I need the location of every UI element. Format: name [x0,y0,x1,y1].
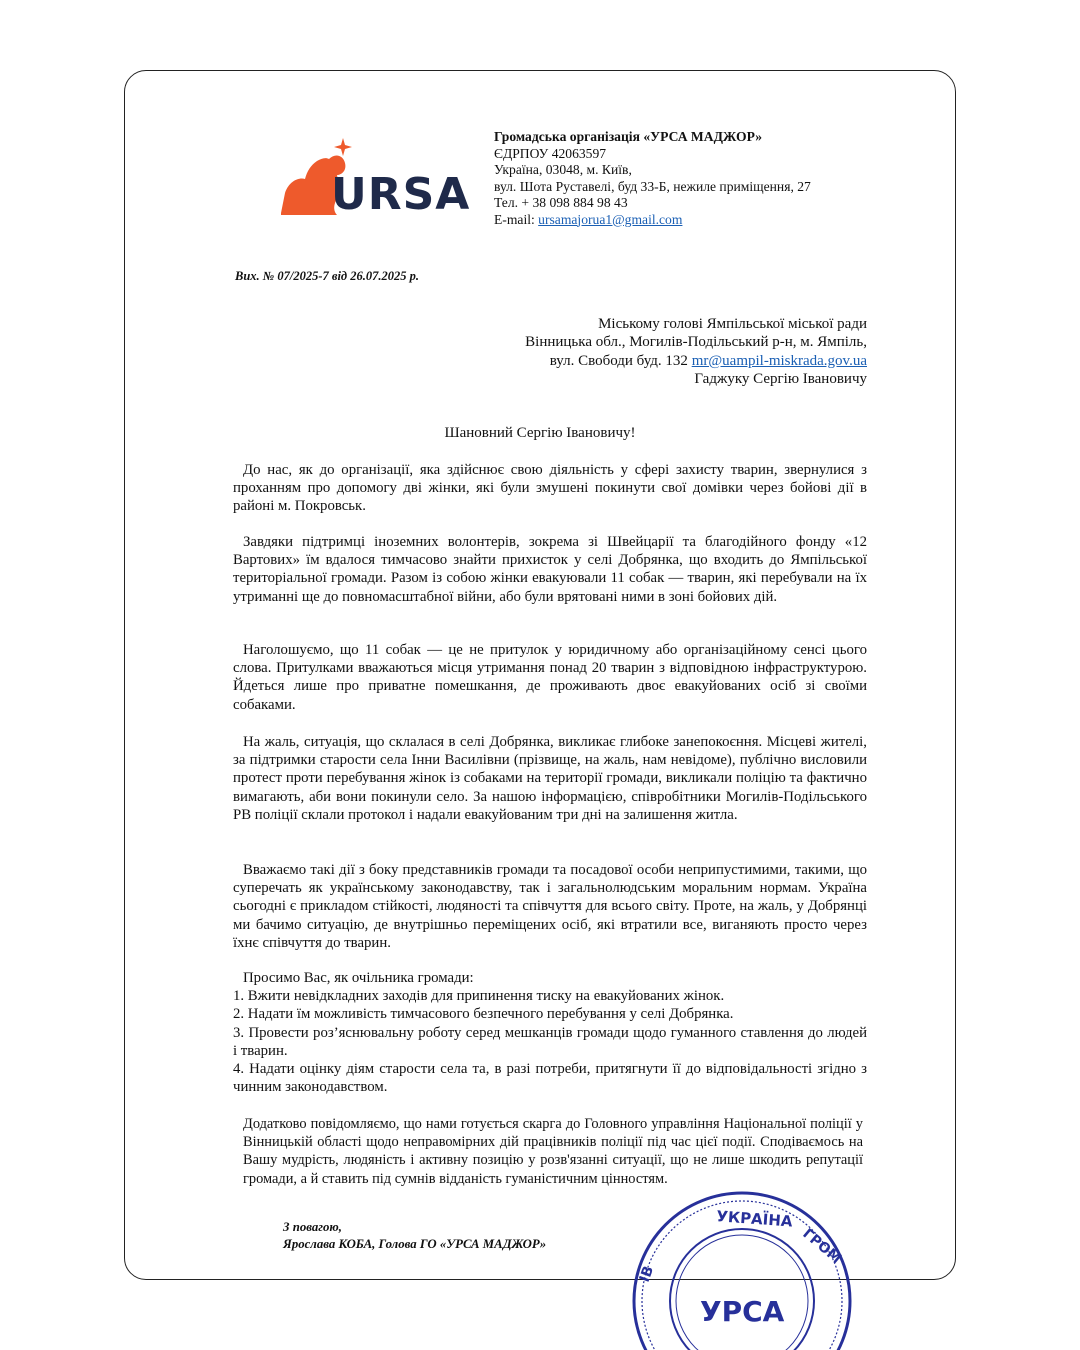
organization-address-line1: Україна, 03048, м. Київ, [494,162,632,177]
recipient-email-link[interactable]: mr@uampil-miskrada.gov.ua [691,352,867,369]
request-item-4: 4. Надати оцінку діям старости села та, в разі потреби, притягнути її до відповідальності згідно з чинним законодавством. [233,1061,867,1096]
organization-email-row [494,212,811,229]
organization-info [494,129,811,228]
stamp-seal-icon [630,1183,855,1328]
organization-address-line2: вул. Шота Руставелі, буд 33-Б, нежиле приміщення, 27 [494,178,811,194]
organization-stamp [630,1183,855,1328]
recipient-name: Гаджуку Сергію Івановичу [694,370,867,387]
paragraph-2: Завдяки підтримці іноземних волонтерів, зокрема зі Швейцарії та благодійного фонду «12 Вартових» їм вдалося тимчасово знайти прихисток у селі Добрянка, що входить до Ямпільської територіальної громади. Разом із собою жінки евакуювали 11 собак — тварин, які перебували на їх утриманні ще до повномасштабної війни, або були врятовані ними в зоні бойових дій. [233,534,867,605]
stamp-text-top: УКРАЇНА [715,1207,794,1231]
paragraph-5: Вважаємо такі дії з боку представників громади та посадової особи неприпустимими, такими, що суперечать як українському законодавству, так і загальнолюдським моральним нормам. Україна сьогодні є прикладом стійкості, людяності та співчуття для всього світу. Проте, на жаль, у Добрянці ми бачимо ситуацію, де внутрішньо переміщених осіб, які втратили все, виганяють просто через їхнє співчуття до тварин. [233,862,867,951]
recipient-line2: Вінницька обл., Могилів-Подільський р-н, м. Ямпіль, [525,334,867,351]
request-list [233,969,867,1096]
paragraph-4: На жаль, ситуація, що склалася в селі Добрянка, викликає глибоке занепокоєння. Місцеві жителі, за підтримки старости села Інни Василівни (прізвище, на жаль, нам невідоме), публічно висловили протест проти перебування жінок із собаками на території громади, викликали поліцію та фактично вимагають, аби вони покинули село. За нашою інформацією, співробітники Могилів-Подільського РВ поліції склали протокол і надали евакуйованим три дні на залишення житла. [233,734,867,823]
paragraph-3: Наголошуємо, що 11 собак — це не притулок у юридичному або організаційному сенсі цього слова. Притулками вважаються місця утримання понад 20 тварин з відповідною інфраструктурою. Йдеться лише про приватне помешкання, де проживають двоє евакуйованих осіб зі своїми собаками. [233,642,867,713]
organization-email-link[interactable]: ursamajorua1@gmail.com [538,211,683,227]
request-item-1: 1. Вжити невідкладних заходів для припинення тиску на евакуйованих жінок. [233,988,725,1005]
recipient-line1: Міському голові Ямпільської міської ради [598,316,867,332]
request-item-2: 2. Надати їм можливість тимчасового безпечного перебування у селі Добрянка. [233,1006,734,1023]
organization-name: Громадська організація «УРСА МАДЖОР» [494,129,763,144]
signature-name: Ярослава КОБА, Голова ГО «УРСА МАДЖОР» [283,1237,547,1251]
paragraph-1: До нас, як до організації, яка здійснює свою діяльність у сфері захисту тварин, звернулися з проханням про допомогу дві жінки, які були змушені покинути свої домівки через бойові дії в районі м. Покровськ. [233,462,867,515]
signature-block [283,1219,546,1253]
logo-text: URSA [331,169,471,220]
email-label: E-mail: [494,211,539,227]
letter-page [124,70,956,1328]
recipient-line3 [525,352,867,370]
closing-paragraph: Додатково повідомляємо, що нами готується скарга до Головного управління Національної поліції у Вінницькій області щодо неправомірних дій працівників поліції під час цієї події. Сподіваємось на Вашу мудрість, людяність і активну позицію у розв'язанні ситуації, що не лише шкодить репутації громади, а й ставить під сумнів відданість гуманістичним цінностям. [243,1116,863,1187]
request-intro: Просимо Вас, як очільника громади: [243,970,474,986]
request-item-3: 3. Провести роз’яснювальну роботу серед мешканців громади щодо гуманного ставлення до людей і тварин. [233,1024,867,1059]
greeting: Шановний Сергію Івановичу! [444,425,636,441]
organization-edrpou: ЄДРПОУ 42063597 [494,145,607,161]
ursa-logo [277,133,471,221]
recipient-street: вул. Свободи буд. 132 [549,352,692,369]
stamp-text-right: ГРОМ [799,1225,845,1267]
stamp-text-center: УРСА [700,1295,785,1328]
recipient-block [525,315,867,388]
signature-greeting: З повагою, [283,1220,342,1234]
stamp-text-left: ІВ [636,1263,658,1285]
outgoing-reference: Вих. № 07/2025-7 від 26.07.2025 р. [235,269,419,283]
organization-phone: Тел. + 38 098 884 98 43 [494,195,628,210]
